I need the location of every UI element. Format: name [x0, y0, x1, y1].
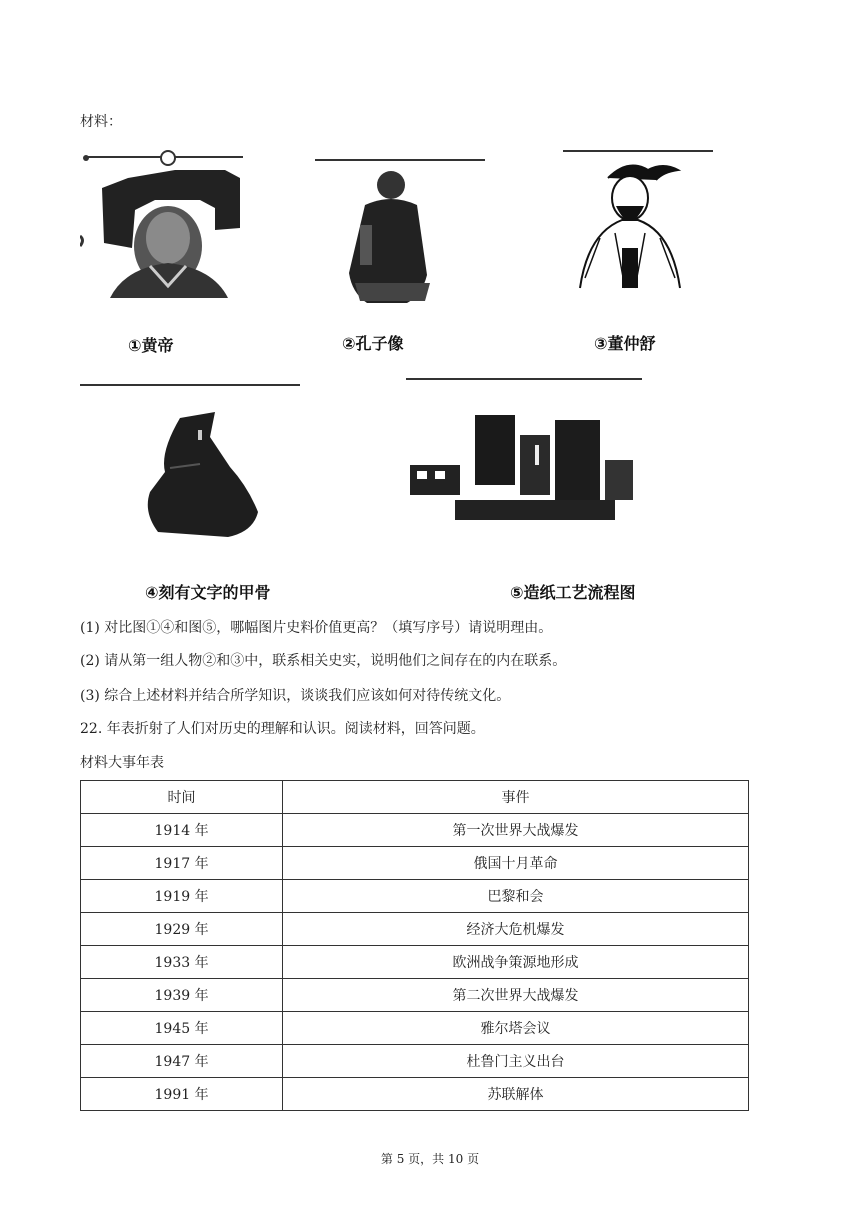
figure-rule-5: [406, 378, 642, 380]
row-event: 第二次世界大战爆发: [283, 979, 749, 1012]
huangdi-image: [80, 148, 250, 303]
question-1: (1) 对比图①④和图⑤，哪幅图片史料价值更高？（填写序号）请说明理由。: [80, 620, 553, 636]
question-22: 22. 年表折射了人们对历史的理解和认识。阅读材料，回答问题。: [80, 721, 485, 737]
dong-zhongshu-image: [570, 158, 690, 300]
figure-rule-4: [80, 384, 300, 386]
events-table: [80, 780, 749, 1111]
row-year: 1929 年: [81, 913, 283, 946]
question-2: (2) 请从第一组人物②和③中，联系相关史实，说明他们之间存在的内在联系。: [80, 653, 567, 669]
row-year: 1919 年: [81, 880, 283, 913]
row-event: 经济大危机爆发: [283, 913, 749, 946]
row-year: 1991 年: [81, 1078, 283, 1111]
table-row: [81, 946, 749, 979]
table-title: 材料大事年表: [80, 755, 164, 771]
material-label: 材料：: [80, 114, 122, 130]
header-event: 事件: [283, 781, 749, 814]
row-year: 1947 年: [81, 1045, 283, 1078]
figure-caption-5: ⑤造纸工艺流程图: [510, 583, 636, 602]
figure-caption-4: ④刻有文字的甲骨: [145, 583, 271, 602]
table-row: [81, 847, 749, 880]
row-year: 1939 年: [81, 979, 283, 1012]
table-row: [81, 880, 749, 913]
row-event: 杜鲁门主义出台: [283, 1045, 749, 1078]
table-row: [81, 1078, 749, 1111]
row-event: 雅尔塔会议: [283, 1012, 749, 1045]
row-event: 苏联解体: [283, 1078, 749, 1111]
table-row: [81, 1012, 749, 1045]
row-event: 俄国十月革命: [283, 847, 749, 880]
row-year: 1917 年: [81, 847, 283, 880]
table-row: [81, 979, 749, 1012]
table-header-row: [81, 781, 749, 814]
table-row: [81, 1045, 749, 1078]
table-row: [81, 814, 749, 847]
table-row: [81, 913, 749, 946]
papermaking-process-image: [405, 405, 640, 535]
header-time: 时间: [81, 781, 283, 814]
row-year: 1945 年: [81, 1012, 283, 1045]
page-footer: 第 5 页，共 10 页: [380, 1152, 480, 1166]
row-year: 1914 年: [81, 814, 283, 847]
row-event: 欧洲战争策源地形成: [283, 946, 749, 979]
figure-caption-3: ③董仲舒: [594, 334, 656, 353]
row-event: 巴黎和会: [283, 880, 749, 913]
confucius-image: [335, 165, 445, 310]
row-year: 1933 年: [81, 946, 283, 979]
figure-rule-2: [315, 159, 485, 161]
question-3: (3) 综合上述材料并结合所学知识，谈谈我们应该如何对待传统文化。: [80, 688, 511, 704]
figure-caption-1: ①黄帝: [128, 336, 174, 355]
figure-rule-3: [563, 150, 713, 152]
oracle-bone-image: [140, 408, 270, 543]
row-event: 第一次世界大战爆发: [283, 814, 749, 847]
figure-caption-2: ②孔子像: [342, 334, 404, 353]
